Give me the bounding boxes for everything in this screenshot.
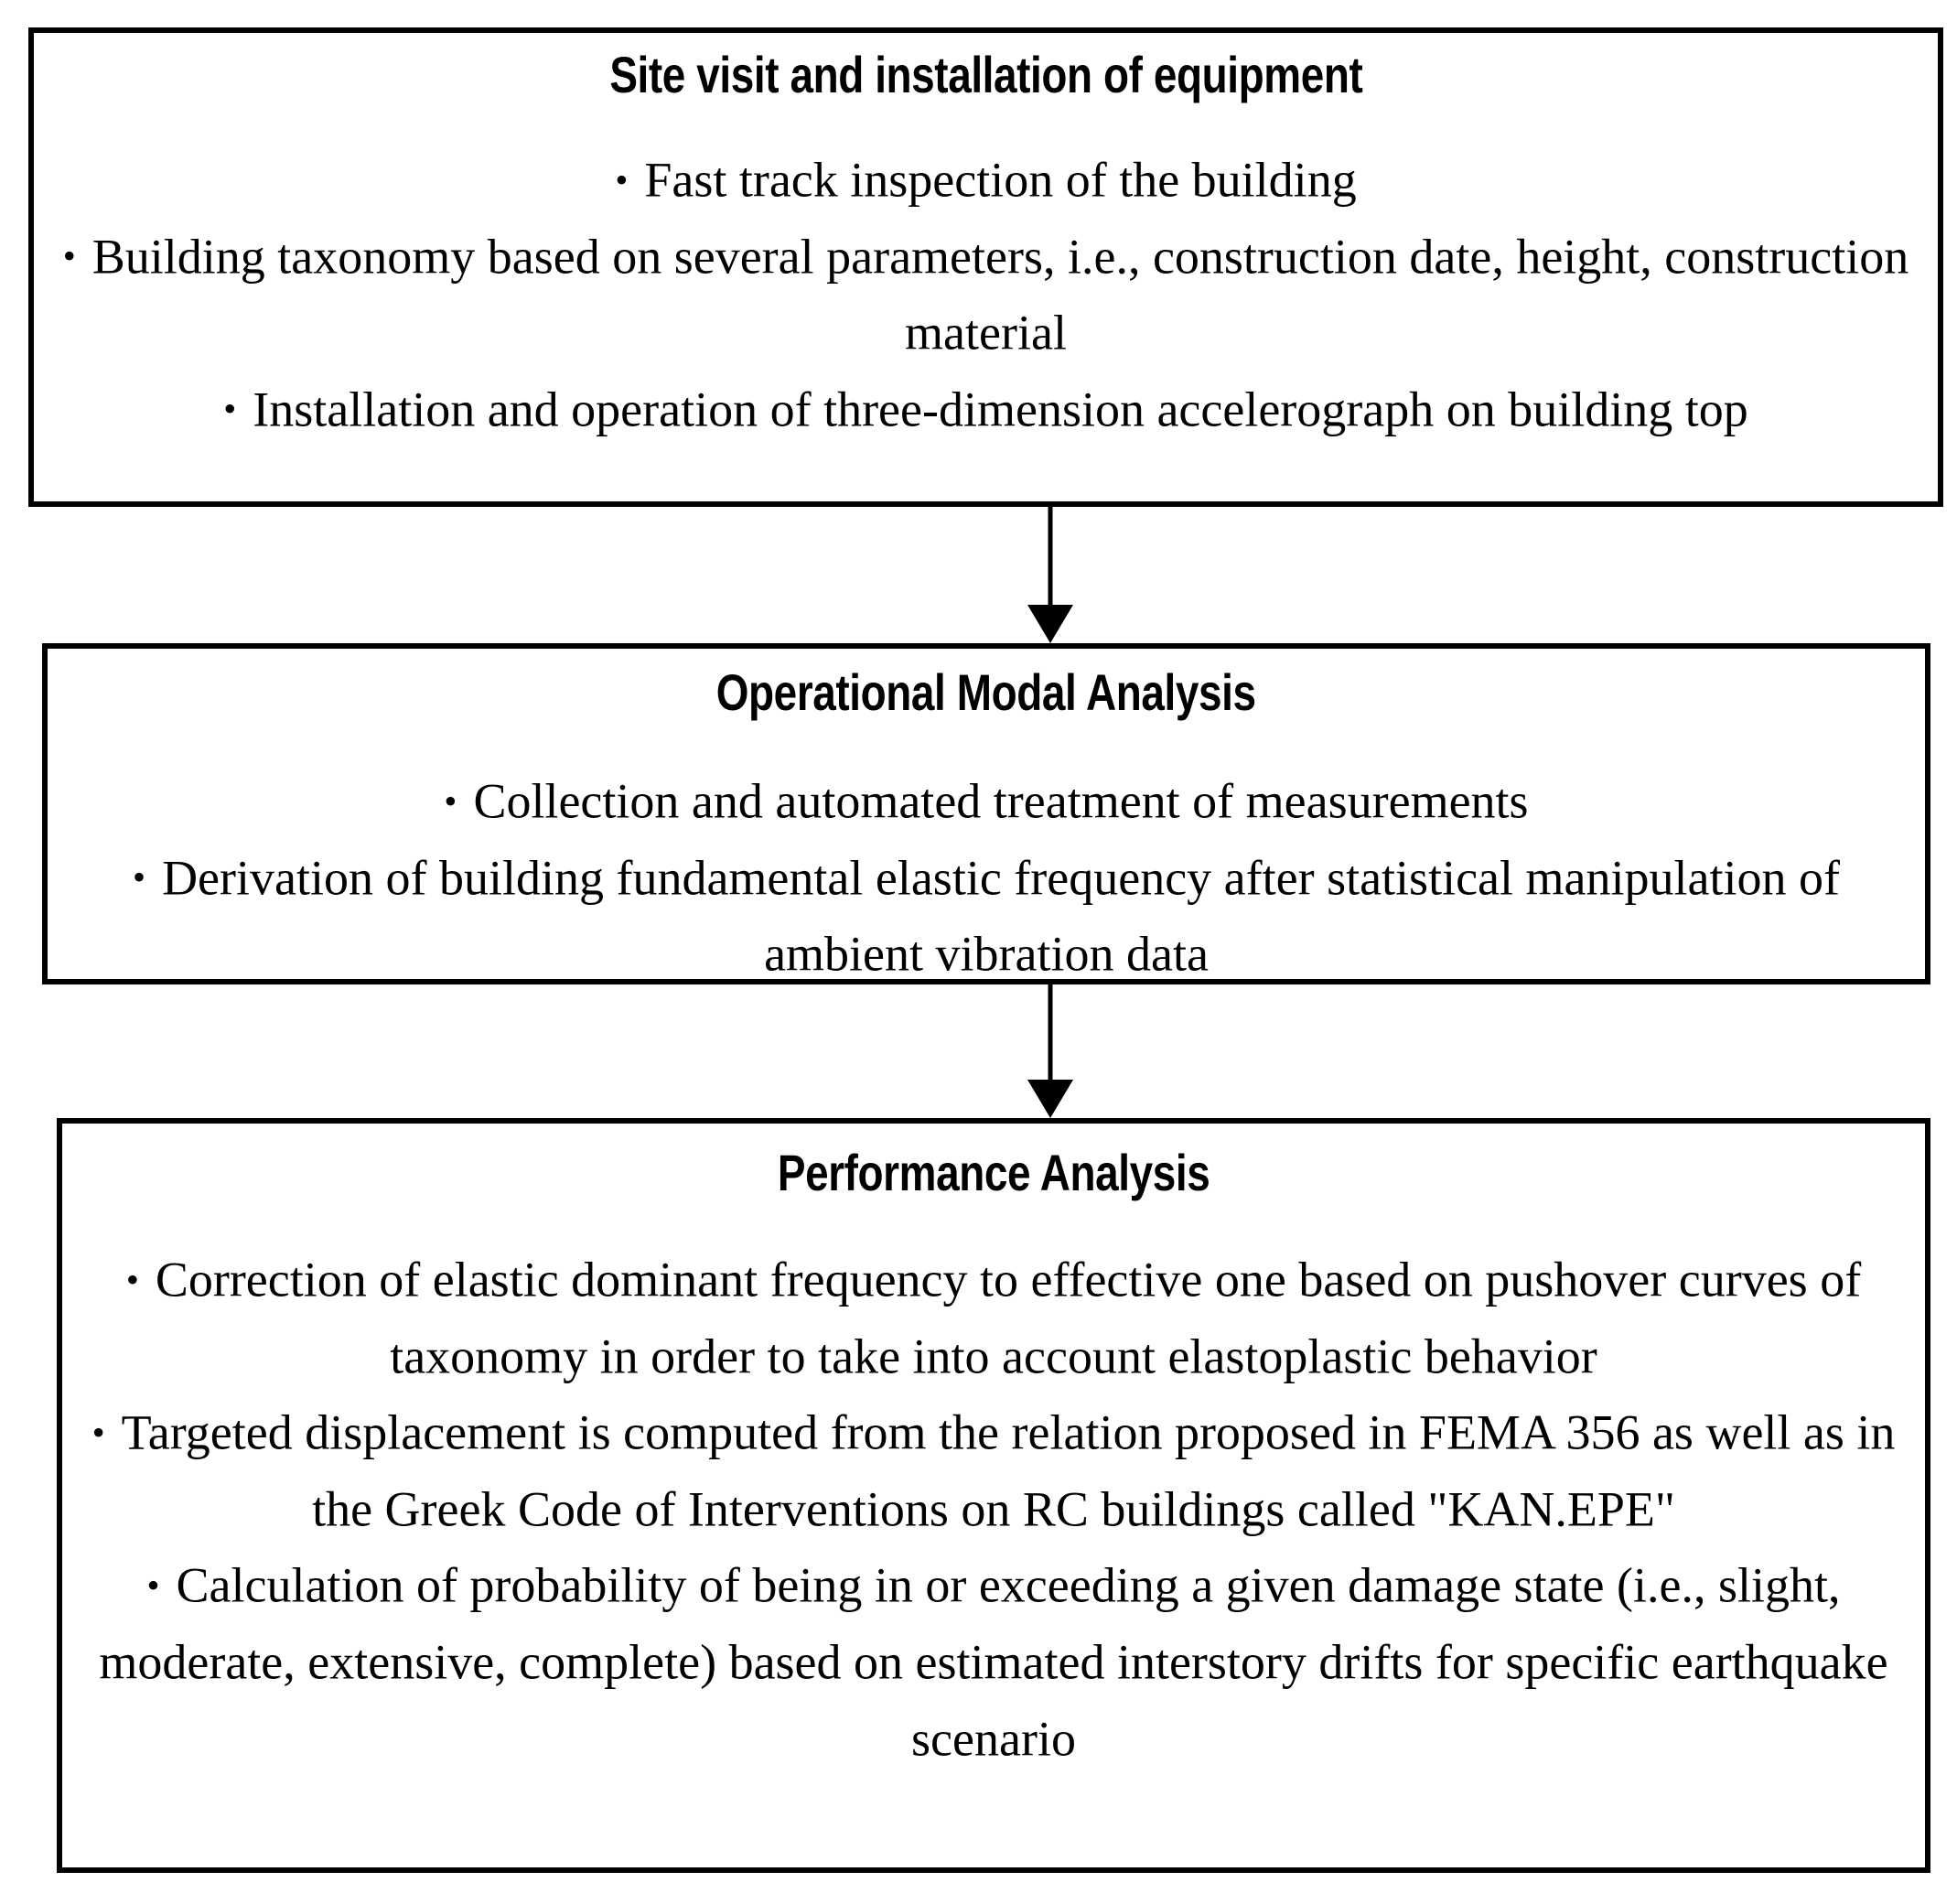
list-item (34, 369, 1938, 446)
arrow-head-down-icon (1027, 605, 1073, 643)
list-item (62, 1392, 1925, 1544)
bullet-list-performance-analysis (5, 1239, 1957, 1774)
list-item-text: Building taxonomy based on several parameters, i.e., construction date, height, construction material (91, 229, 1909, 360)
bullet-point-icon: • (444, 780, 457, 822)
list-item-text: Targeted displacement is computed from the relation proposed in FEMA 356 as well as in the Greek Code of Interventions on RC buildings called "KAN.EPE" (121, 1404, 1896, 1537)
list-item (34, 216, 1938, 369)
stage-box-site-visit (28, 27, 1943, 507)
arrow-shaft (1048, 984, 1053, 1085)
list-item-text: Fast track inspection of the building (644, 152, 1357, 208)
bullet-list-site-visit (3, 139, 1957, 445)
list-item-text: Collection and automated treatment of measurements (473, 773, 1529, 829)
bullet-list-operational-modal-analysis (0, 760, 1957, 990)
arrow-head-down-icon (1027, 1080, 1073, 1118)
stage-title-performance-analysis: Performance Analysis (777, 1144, 1210, 1201)
bullet-point-icon: • (62, 235, 76, 277)
list-item (34, 139, 1938, 216)
arrow-shaft (1048, 507, 1053, 609)
bullet-point-icon: • (615, 158, 629, 200)
bullet-point-icon: • (91, 1411, 105, 1453)
stage-box-operational-modal-analysis (42, 643, 1930, 984)
list-item (48, 837, 1925, 990)
bullet-point-icon: • (125, 1258, 139, 1300)
list-item-text: Installation and operation of three-dimension accelerograph on building top (253, 382, 1748, 437)
bullet-point-icon: • (146, 1565, 160, 1607)
list-item-text: Calculation of probability of being in or exceeding a given damage state (i.e., slight, moderate, extensive, complete) based on estimated interstory drifts for specific earthquake scenario (99, 1558, 1888, 1767)
list-item (48, 760, 1925, 837)
stage-title-operational-modal-analysis: Operational Modal Analysis (716, 663, 1256, 721)
bullet-point-icon: • (223, 388, 237, 430)
list-item (62, 1239, 1925, 1392)
list-item-text: Derivation of building fundamental elastic frequency after statistical manipulation of ambient vibration data (162, 850, 1840, 982)
list-item (62, 1544, 1925, 1774)
stage-title-site-visit: Site visit and installation of equipment (608, 46, 1362, 103)
bullet-point-icon: • (133, 856, 146, 898)
stage-box-performance-analysis (57, 1118, 1930, 1873)
list-item-text: Correction of elastic dominant frequency to effective one based on pushover curves of taxonomy in order to take into account elastoplastic behavior (155, 1252, 1862, 1384)
